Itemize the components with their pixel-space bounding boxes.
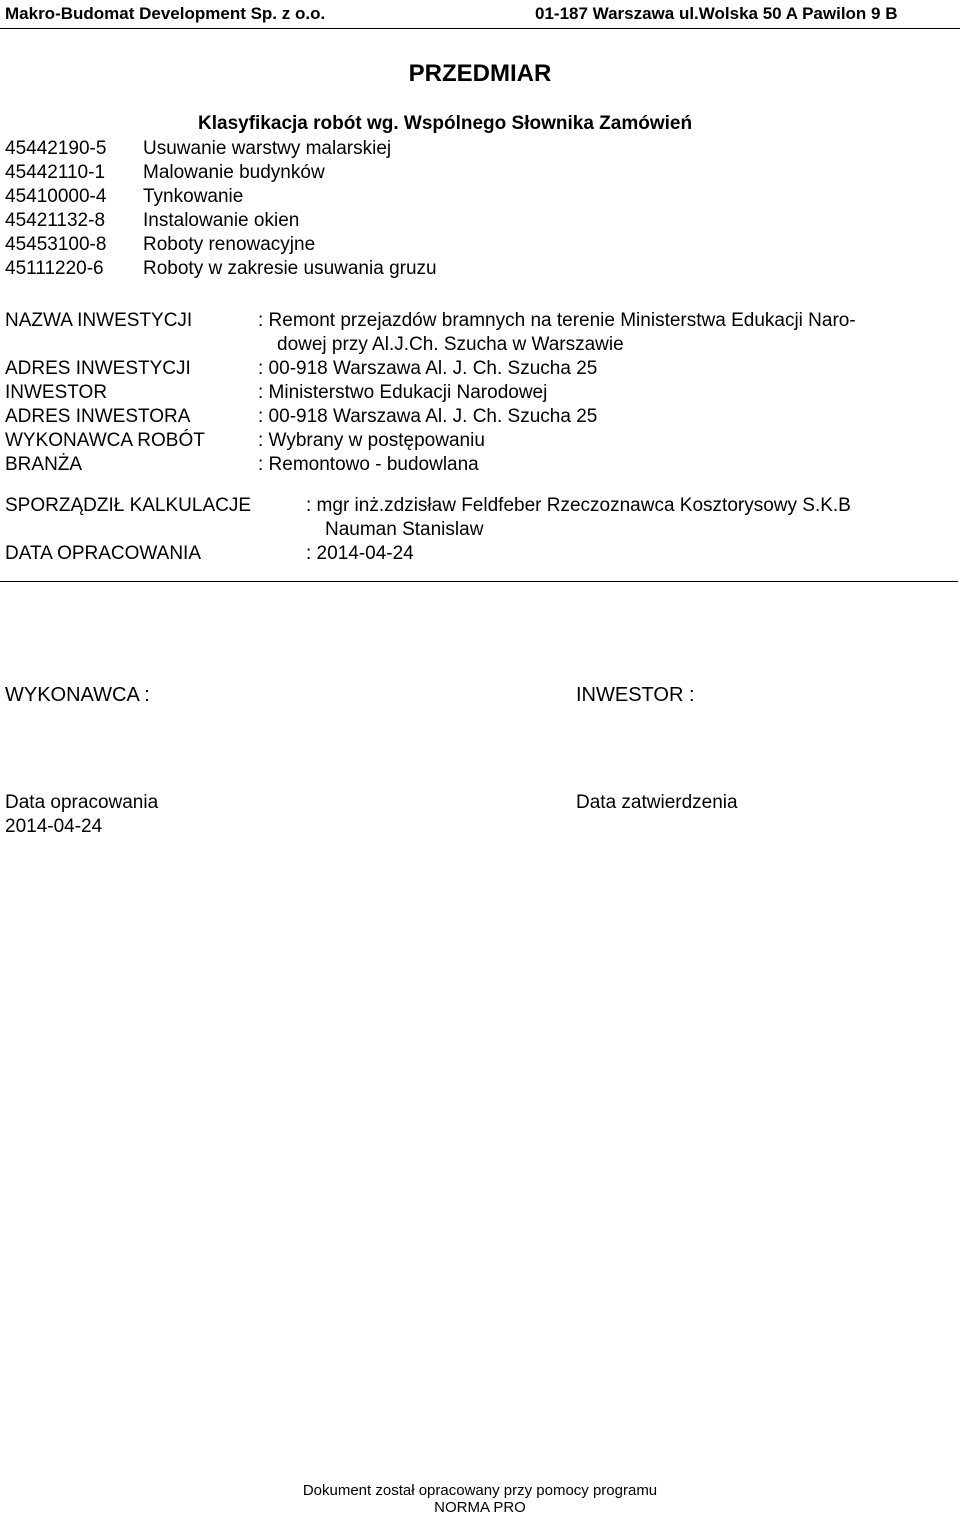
adres-inwestycji-value: : 00-918 Warszawa Al. J. Ch. Szucha 25	[258, 358, 598, 379]
cpv-name: Malowanie budynków	[143, 162, 325, 183]
wykonawca-robot-value: : Wybrany w postępowaniu	[258, 430, 485, 451]
section-divider	[0, 581, 958, 582]
branza-label: BRANŻA	[5, 454, 83, 475]
cpv-name: Roboty w zakresie usuwania gruzu	[143, 258, 437, 279]
branza-value: : Remontowo - budowlana	[258, 454, 479, 475]
data-opracowania-signature-label: Data opracowania	[5, 792, 159, 813]
document-title: PRZEDMIAR	[408, 60, 552, 87]
nazwa-value: : Remont przejazdów bramnych na terenie Ministerstwa Edukacji Naro-	[258, 310, 856, 331]
footer-line-1: Dokument został opracowany przy pomocy programu	[302, 1482, 658, 1499]
sporzadzil-label: SPORZĄDZIŁ KALKULACJE	[5, 495, 252, 516]
adres-inwestycji-label: ADRES INWESTYCJI	[5, 358, 191, 379]
footer-line-2: NORMA PRO	[434, 1499, 526, 1516]
sporzadzil-value-continued: Nauman Stanislaw	[325, 519, 484, 540]
inwestor-value: : Ministerstwo Edukacji Narodowej	[258, 382, 548, 403]
cpv-name: Usuwanie warstwy malarskiej	[143, 138, 392, 159]
cpv-code: 45442190-5	[5, 138, 107, 159]
company-address: 01-187 Warszawa ul.Wolska 50 A Pawilon 9 B	[535, 4, 898, 23]
cpv-code: 45453100-8	[5, 234, 107, 255]
adres-inwestora-value: : 00-918 Warszawa Al. J. Ch. Szucha 25	[258, 406, 598, 427]
data-opracowania-label: DATA OPRACOWANIA	[5, 543, 202, 564]
cpv-code: 45111220-6	[5, 258, 104, 279]
cpv-name: Instalowanie okien	[143, 210, 300, 231]
cpv-code: 45410000-4	[5, 186, 107, 207]
header-divider	[0, 28, 960, 29]
adres-inwestora-label: ADRES INWESTORA	[5, 406, 191, 427]
inwestor-signature-label: INWESTOR :	[576, 684, 695, 706]
wykonawca-signature-label: WYKONAWCA :	[5, 684, 150, 706]
nazwa-value-continued: dowej przy Al.J.Ch. Szucha w Warszawie	[277, 334, 624, 355]
cpv-name: Tynkowanie	[143, 186, 244, 207]
classification-heading: Klasyfikacja robót wg. Wspólnego Słownika Zamówień	[198, 113, 693, 134]
wykonawca-robot-label: WYKONAWCA ROBÓT	[5, 430, 205, 451]
cpv-code: 45421132-8	[5, 210, 106, 231]
inwestor-label: INWESTOR	[5, 382, 108, 403]
nazwa-label: NAZWA INWESTYCJI	[5, 310, 193, 331]
data-opracowania-value: : 2014-04-24	[306, 543, 414, 564]
sporzadzil-value: : mgr inż.zdzisław Feldfeber Rzeczoznawca Kosztorysowy S.K.B	[306, 495, 851, 516]
company-name: Makro-Budomat Development Sp. z o.o.	[5, 4, 326, 23]
data-opracowania-signature-value: 2014-04-24	[5, 816, 103, 837]
cpv-code: 45442110-1	[5, 162, 106, 183]
data-zatwierdzenia-label: Data zatwierdzenia	[576, 792, 738, 813]
cpv-name: Roboty renowacyjne	[143, 234, 316, 255]
